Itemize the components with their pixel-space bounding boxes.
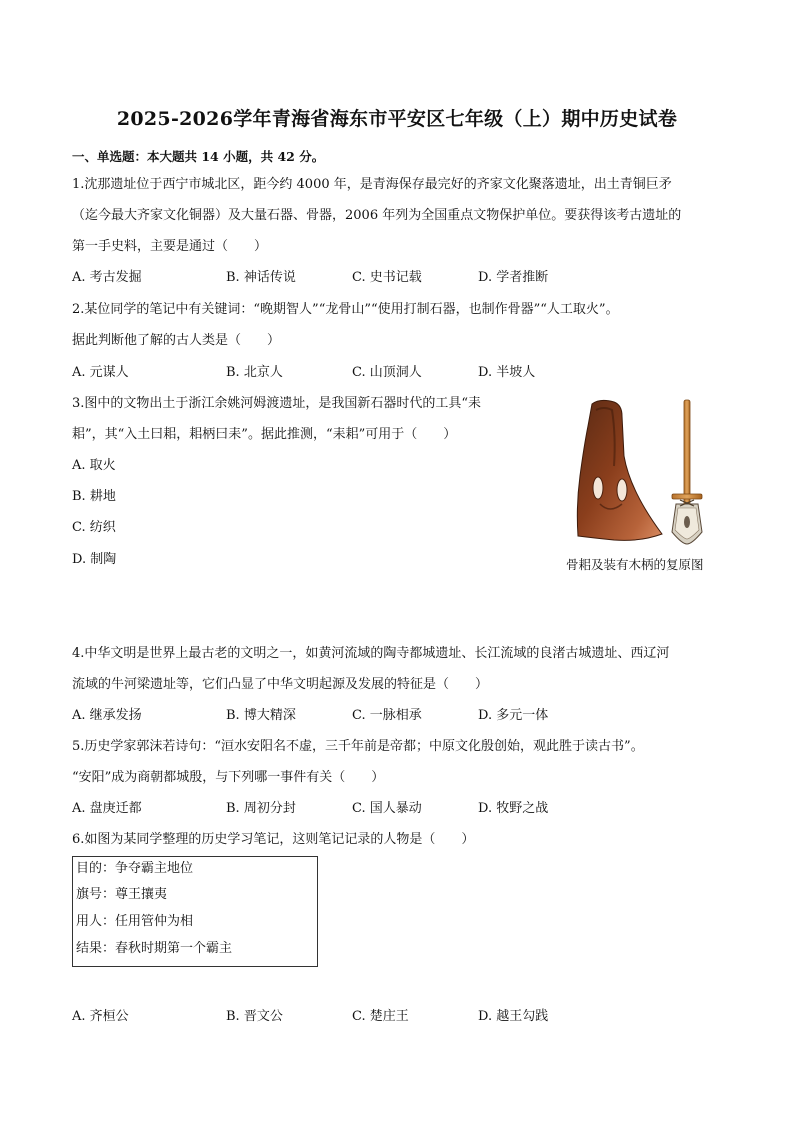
q5-option-c: C. 国人暴动 [352,801,422,816]
q1-line-2: （迄今最大齐家文化铜器）及大量石器、骨器，2006 年列为全国重点文物保护单位。要获得该考古遗址的 [72,208,682,223]
figure-caption: 骨耜及装有木柄的复原图 [566,557,704,572]
q6-option-c: C. 楚庄王 [352,1009,409,1024]
bone-spade-figure [570,396,730,551]
q4-line-2: 流域的牛河梁遗址等，它们凸显了中华文明起源及发展的特征是（ ） [72,677,489,692]
exam-title: 2025-2026学年青海省海东市平安区七年级（上）期中历史试卷 [116,108,678,130]
note-line-appointment: 用人：任用管仲为相 [76,914,194,929]
q6-option-a: A. 齐桓公 [72,1009,129,1024]
q1-option-a: A. 考古发掘 [72,270,142,285]
q2-option-c: C. 山顶洞人 [352,365,422,380]
q5-option-d: D. 牧野之战 [478,801,549,816]
q6-option-b: B. 晋文公 [226,1009,283,1024]
q1-option-b: B. 神话传说 [226,270,296,285]
bone-spade-artifact [577,400,662,540]
q4-option-d: D. 多元一体 [478,708,549,723]
q5-option-a: A. 盘庚迁都 [72,801,142,816]
q6-option-d: D. 越王勾践 [478,1009,549,1024]
q1-line-1: 1.沈那遗址位于西宁市城北区，距今约 4000 年，是青海保存最完好的齐家文化聚落遗址，出土青铜巨矛 [72,177,672,192]
wooden-handle-reconstruction [672,400,702,544]
q3-option-c: C. 纺织 [72,520,116,535]
q1-option-d: D. 学者推断 [478,270,549,285]
q4-line-1: 4.中华文明是世界上最古老的文明之一，如黄河流域的陶寺都城遗址、长江流域的良渚古城遗址、西辽河 [72,646,670,661]
note-line-result: 结果：春秋时期第一个霸主 [76,941,233,956]
q2-line-2: 据此判断他了解的古人类是（ ） [72,333,281,348]
q5-line-1: 5.历史学家郭沫若诗句：“洹水安阳名不虚，三千年前是帝都；中原文化殷创始，观此胜于读古书”。 [72,739,644,754]
q4-option-c: C. 一脉相承 [352,708,422,723]
q3-line-2: 耜”，其“入土曰耜，耜柄曰耒”。据此推测，“耒耜”可用于（ ） [72,427,457,442]
section-heading: 一、单选题：本大题共 14 小题，共 42 分。 [72,149,325,164]
q2-option-a: A. 元谋人 [72,365,129,380]
note-line-purpose: 目的：争夺霸主地位 [76,861,194,876]
q2-option-d: D. 半坡人 [478,365,536,380]
q4-option-b: B. 博大精深 [226,708,296,723]
q6-line-1: 6.如图为某同学整理的历史学习笔记，这则笔记记录的人物是（ ） [72,832,475,847]
q4-option-a: A. 继承发扬 [72,708,142,723]
q3-option-b: B. 耕地 [72,489,116,504]
q3-option-d: D. 制陶 [72,552,117,567]
q5-option-b: B. 周初分封 [226,801,296,816]
q1-option-c: C. 史书记载 [352,270,422,285]
q3-option-a: A. 取火 [72,458,116,473]
q1-line-3: 第一手史料，主要是通过（ ） [72,239,268,254]
q2-line-1: 2.某位同学的笔记中有关键词：“晚期智人”“龙骨山”“使用打制石器，也制作骨器”“人工取火”。 [72,302,619,317]
q3-line-1: 3.图中的文物出土于浙江余姚河姆渡遗址，是我国新石器时代的工具“耒 [72,396,482,411]
q2-option-b: B. 北京人 [226,365,283,380]
note-line-slogan: 旗号：尊王攘夷 [76,887,168,902]
q5-line-2: “安阳”成为商朝都城殷，与下列哪一事件有关（ ） [72,770,385,785]
